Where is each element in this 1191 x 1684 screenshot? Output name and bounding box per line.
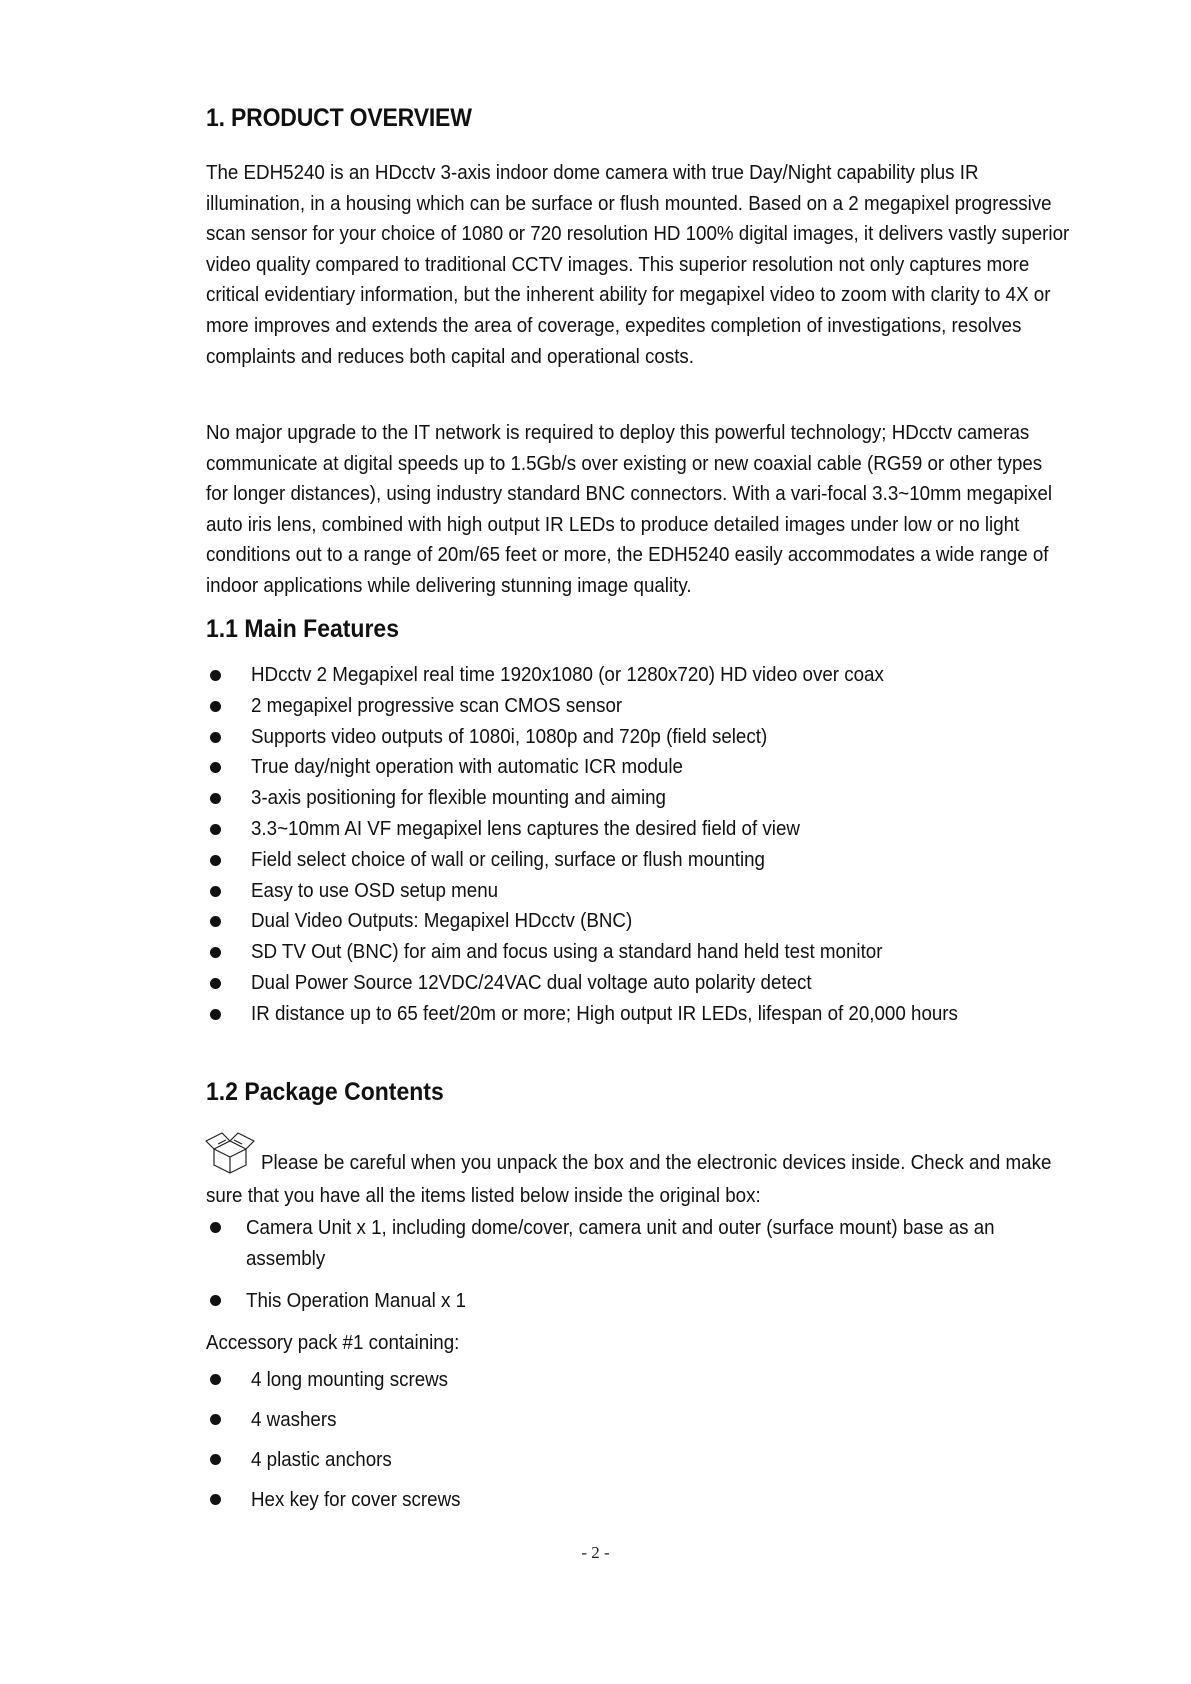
bullet-icon [210, 670, 221, 681]
text-line: complaints and reduces both capital and operational costs. [206, 344, 695, 368]
bullet-icon [210, 1222, 221, 1233]
open-box-icon [200, 1125, 260, 1177]
bullet-icon [210, 732, 221, 743]
page-number: - 2 - [581, 1543, 610, 1562]
list-item: 4 washers [206, 1400, 906, 1440]
accessory-label: Accessory pack #1 containing: [206, 1331, 460, 1354]
features-title: 1.1 Main Features [206, 615, 400, 643]
bullet-icon [210, 1454, 221, 1465]
list-item: 3.3~10mm AI VF megapixel lens captures the desired field of view [206, 814, 1106, 845]
list-item: Dual Video Outputs: Megapixel HDcctv (BNC) [206, 906, 1106, 937]
list-item: Easy to use OSD setup menu [206, 876, 1106, 907]
list-item: Dual Power Source 12VDC/24VAC dual voltage auto polarity detect [206, 968, 1106, 999]
bullet-icon [210, 1295, 221, 1306]
features-list [206, 660, 1106, 1030]
bullet-icon [210, 1414, 221, 1425]
text-line: communicate at digital speeds up to 1.5Gb/s over existing or new coaxial cable (RG59 or other types [206, 451, 1043, 475]
bullet-icon [210, 916, 221, 927]
accessory-list [206, 1360, 906, 1520]
list-item: IR distance up to 65 feet/20m or more; High output IR LEDs, lifespan of 20,000 hours [206, 999, 1106, 1030]
text-line: video quality compared to traditional CCTV images. This superior resolution not only captures more [206, 252, 1030, 276]
bullet-icon [210, 886, 221, 897]
bullet-icon [210, 978, 221, 989]
text-line: scan sensor for your choice of 1080 or 720 resolution HD 100% digital images, it delivers vastly superior [206, 222, 1070, 246]
bullet-icon [210, 855, 221, 866]
bullet-icon [210, 1374, 221, 1385]
package-note-line-2: sure that you have all the items listed below inside the original box: [206, 1184, 761, 1207]
text-line: more improves and extends the area of coverage, expedites completion of investigations, resolves [206, 313, 1022, 337]
overview-paragraph-2 [206, 418, 1062, 602]
text-line: for longer distances), using industry standard BNC connectors. With a vari-focal 3.3~10mm megapixel [206, 482, 1053, 506]
bullet-icon [210, 701, 221, 712]
text-line: auto iris lens, combined with high output IR LEDs to produce detailed images under low or no light [206, 512, 1020, 536]
list-item: 2 megapixel progressive scan CMOS sensor [206, 691, 1106, 722]
list-item: True day/night operation with automatic ICR module [206, 752, 1106, 783]
list-item: Field select choice of wall or ceiling, surface or flush mounting [206, 845, 1106, 876]
text-line: No major upgrade to the IT network is required to deploy this powerful technology; HDcctv cameras [206, 421, 1030, 444]
list-item: Hex key for cover screws [206, 1480, 906, 1520]
section-title: 1. PRODUCT OVERVIEW [206, 104, 472, 132]
list-item: SD TV Out (BNC) for aim and focus using a standard hand held test monitor [206, 937, 1106, 968]
list-item: Supports video outputs of 1080i, 1080p and 720p (field select) [206, 722, 1106, 753]
text-line: conditions out to a range of 20m/65 feet or more, the EDH5240 easily accommodates a wide range of [206, 543, 1049, 567]
list-item: 4 plastic anchors [206, 1440, 906, 1480]
bullet-icon [210, 762, 221, 773]
list-item: 3-axis positioning for flexible mounting and aiming [206, 783, 1106, 814]
bullet-icon [210, 947, 221, 958]
text-line: The EDH5240 is an HDcctv 3-axis indoor dome camera with true Day/Night capability plus IR [206, 161, 979, 184]
bullet-icon [210, 793, 221, 804]
bullet-icon [210, 1009, 221, 1020]
bullet-icon [210, 824, 221, 835]
list-item: HDcctv 2 Megapixel real time 1920x1080 (or 1280x720) HD video over coax [206, 660, 1106, 691]
text-line: indoor applications while delivering stunning image quality. [206, 573, 692, 597]
list-item: 4 long mounting screws [206, 1360, 906, 1400]
bullet-icon [210, 1494, 221, 1505]
text-line: illumination, in a housing which can be surface or flush mounted. Based on a 2 megapixel progressive [206, 191, 1052, 215]
package-title: 1.2 Package Contents [206, 1078, 444, 1106]
package-note-line-1: Please be careful when you unpack the box and the electronic devices inside. Check and make [261, 1151, 1052, 1174]
overview-paragraph-1 [206, 158, 1070, 372]
text-line: critical evidentiary information, but the inherent ability for megapixel video to zoom with clarity to 4X or [206, 283, 1051, 307]
